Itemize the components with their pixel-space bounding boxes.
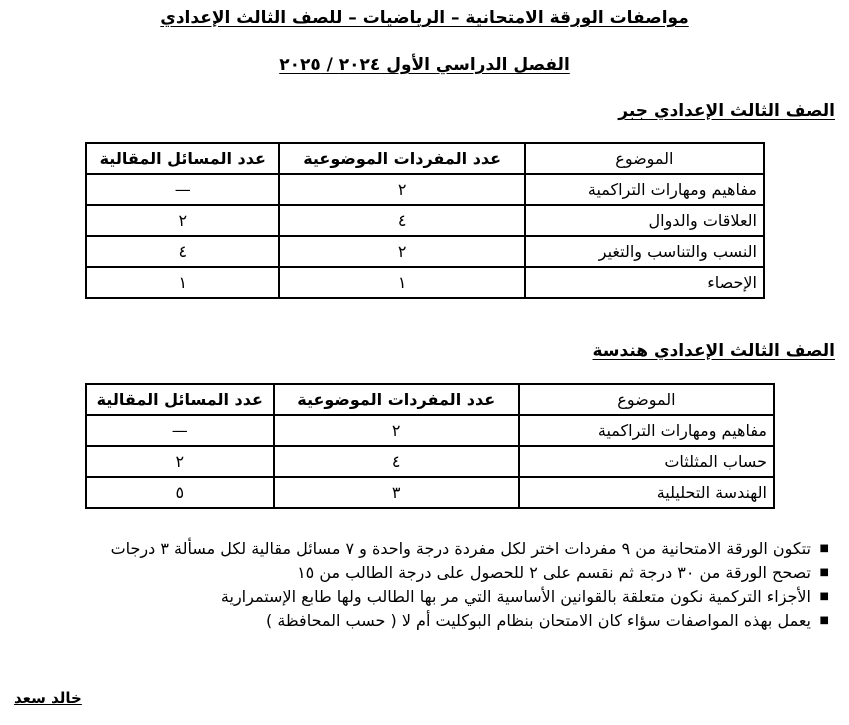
essay-cell: ٢ [86,446,274,477]
author-name: خالد سعد [14,689,82,707]
column-header-objective: عدد المفردات الموضوعية [279,143,524,174]
table-header-row [86,143,764,174]
notes-list [23,537,829,633]
essay-cell: ٥ [86,477,274,508]
page-subtitle: الفصل الدراسي الأول ٢٠٢٤ / ٢٠٢٥ [279,55,570,75]
table-row [86,236,764,267]
page-title: مواصفات الورقة الامتحانية – الرياضيات – للصف الثالث الإعدادي [160,8,689,28]
topic-cell: مفاهيم ومهارات التراكمية [519,415,774,446]
topic-cell: حساب المثلثات [519,446,774,477]
algebra-table [85,142,765,299]
column-header-topic: الموضوع [525,143,764,174]
essay-cell: — [86,174,279,205]
table-row [86,174,764,205]
objective-cell: ٢ [279,174,524,205]
table-row [86,267,764,298]
objective-cell: ١ [279,267,524,298]
objective-cell: ٣ [274,477,519,508]
essay-cell: — [86,415,274,446]
objective-cell: ٢ [279,236,524,267]
geometry-table [85,383,775,509]
essay-cell: ٢ [86,205,279,236]
column-header-objective: عدد المفردات الموضوعية [274,384,519,415]
table-row [86,446,774,477]
list-item: ■ تتكون الورقة الامتحانية من ٩ مفردات اختر لكل مفردة درجة واحدة و ٧ مسائل مقالية لكل مسألة ٣ درجات [23,537,829,561]
objective-cell: ٤ [274,446,519,477]
topic-cell: العلاقات والدوال [525,205,764,236]
objective-cell: ٢ [274,415,519,446]
column-header-essay: عدد المسائل المقالية [86,384,274,415]
topic-cell: الإحصاء [525,267,764,298]
topic-cell: النسب والتناسب والتغير [525,236,764,267]
list-item: ■ يعمل بهذه المواصفات سؤاء كان الامتحان بنظام البوكليت أم لا ( حسب المحافظة ) [23,609,829,633]
column-header-topic: الموضوع [519,384,774,415]
table-row [86,415,774,446]
objective-cell: ٤ [279,205,524,236]
table-row [86,477,774,508]
topic-cell: مفاهيم ومهارات التراكمية [525,174,764,205]
essay-cell: ١ [86,267,279,298]
topic-cell: الهندسة التحليلية [519,477,774,508]
table-row [86,205,764,236]
geometry-heading: الصف الثالث الإعدادي هندسة [592,341,835,361]
algebra-heading: الصف الثالث الإعدادي جبر [618,101,835,121]
table-header-row [86,384,774,415]
list-item: ■ تصحح الورقة من ٣٠ درجة ثم نقسم على ٢ للحصول على درجة الطالب من ١٥ [23,561,829,585]
column-header-essay: عدد المسائل المقالية [86,143,279,174]
essay-cell: ٤ [86,236,279,267]
list-item: ■ الأجزاء التركمية نكون متعلقة بالقوانين الأساسية التي مر بها الطالب ولها طابع الإستمرارية [23,585,829,609]
